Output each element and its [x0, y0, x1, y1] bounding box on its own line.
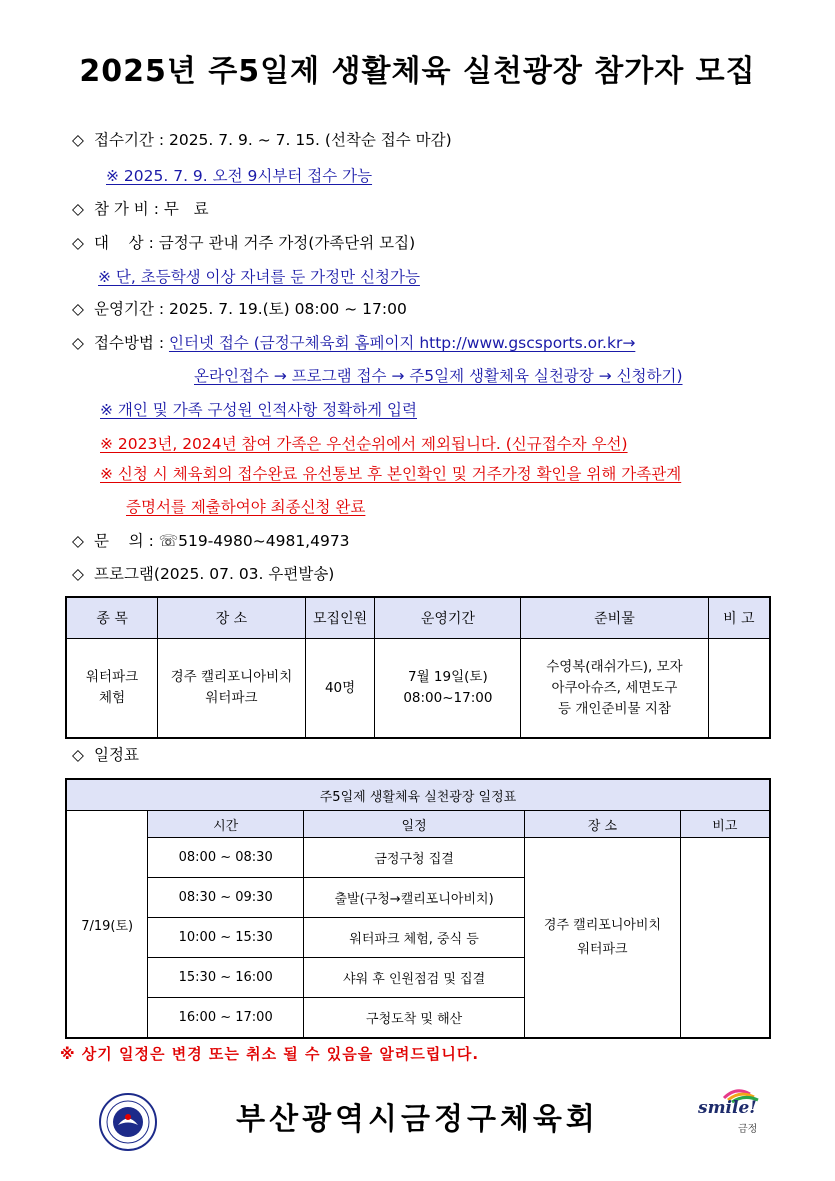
schedule-line — [72, 743, 139, 765]
program-header-cell: 비 고 — [708, 597, 770, 639]
program-header-cell: 모집인원 — [305, 597, 375, 639]
schedule-time-cell: 16:00 ~ 17:00 — [148, 998, 304, 1039]
program-table — [65, 596, 771, 739]
schedule-item-cell: 출발(구청→캘리포니아비치) — [303, 878, 524, 918]
method-label: 접수방법 : — [94, 334, 169, 352]
table-row — [66, 838, 770, 878]
schedule-item-cell: 워터파크 체험, 중식 등 — [303, 918, 524, 958]
smile-logo-sub: 금정 — [738, 1124, 758, 1135]
program-remark-cell — [708, 639, 770, 739]
schedule-item-cell: 금정구청 집결 — [303, 838, 524, 878]
reception-note: ※ 2025. 7. 9. 오전 9시부터 접수 가능 — [106, 167, 373, 185]
verify-note-2: 증명서를 제출하여야 최종신청 완료 — [126, 498, 366, 516]
contact-label: 문 의 : — [94, 532, 159, 550]
diamond-bullet-icon: ◇ — [72, 300, 84, 318]
diamond-bullet-icon: ◇ — [72, 131, 84, 149]
method-link-1[interactable]: 인터넷 접수 (금정구체육회 홈페이지 http://www.gscsports.or.kr→ — [168, 334, 636, 352]
contact-line — [72, 529, 350, 551]
period-value: 2025. 7. 19.(토) 08:00 ~ 17:00 — [168, 300, 407, 318]
reception-label: 접수기간 : — [94, 131, 169, 149]
fee-value: 무 료 — [163, 200, 209, 218]
schedule-header-cell: 비고 — [680, 811, 770, 838]
fee-label: 참 가 비 : — [94, 200, 164, 218]
reception-line — [72, 128, 452, 150]
program-event-cell — [66, 639, 158, 739]
program-place-line: 경주 캘리포니아비치 — [170, 669, 293, 685]
schedule-place-line: 경주 캘리포니아비치 — [543, 917, 662, 933]
page-title: 2025년 주5일제 생활체육 실천광장 참가자 모집 — [79, 54, 756, 89]
target-value: 금정구 관내 거주 가정(가족단위 모집) — [158, 234, 416, 252]
program-header-cell: 종 목 — [66, 597, 158, 639]
program-label: 프로그램(2025. 07. 03. 우편발송) — [94, 565, 335, 583]
period-label: 운영기간 : — [94, 300, 169, 318]
program-place-line: 워터파크 — [205, 690, 258, 706]
schedule-date-cell: 7/19(토) — [66, 811, 148, 1039]
program-date-line: 7월 19일(토) — [408, 669, 488, 685]
contact-value: ☏519-4980~4981,4973 — [158, 532, 350, 550]
target-line — [72, 231, 415, 253]
verify-note-1: ※ 신청 시 체육회의 접수완료 유선통보 후 본인확인 및 거주가정 확인을 위해 가족관계 — [100, 465, 682, 483]
fee-line — [72, 197, 209, 219]
diamond-bullet-icon: ◇ — [72, 200, 84, 218]
schedule-time-cell: 08:00 ~ 08:30 — [148, 838, 304, 878]
program-count-cell: 40명 — [305, 639, 375, 739]
schedule-time-cell: 15:30 ~ 16:00 — [148, 958, 304, 998]
schedule-item-cell: 구청도착 및 해산 — [303, 998, 524, 1039]
method-link-2[interactable]: 온라인접수 → 프로그램 접수 → 주5일제 생활체육 실천광장 → 신청하기) — [194, 367, 683, 385]
table-row — [66, 639, 770, 739]
program-event-line: 워터파크 — [86, 669, 139, 685]
schedule-time-cell: 10:00 ~ 15:30 — [148, 918, 304, 958]
program-place-cell — [158, 639, 305, 739]
program-prep-line: 아쿠아슈즈, 세면도구 — [551, 679, 678, 696]
schedule-header-cell: 시간 — [148, 811, 304, 838]
program-date-cell — [375, 639, 521, 739]
program-event-line: 체험 — [99, 690, 126, 706]
program-prep-cell — [521, 639, 708, 739]
org-name: 부산광역시금정구체육회 — [236, 1102, 599, 1137]
schedule-label: 일정표 — [94, 746, 139, 764]
diamond-bullet-icon: ◇ — [72, 746, 84, 764]
diamond-bullet-icon: ◇ — [72, 565, 84, 583]
target-label: 대 상 : — [94, 234, 159, 252]
target-note: ※ 단, 초등학생 이상 자녀를 둔 가정만 신청가능 — [98, 268, 420, 286]
program-header-cell: 장 소 — [158, 597, 305, 639]
schedule-place-line: 워터파크 — [577, 941, 628, 957]
period-line — [72, 297, 407, 319]
program-prep-line: 등 개인준비물 지참 — [557, 700, 671, 717]
schedule-time-cell: 08:30 ~ 09:30 — [148, 878, 304, 918]
schedule-header-row — [66, 811, 770, 838]
schedule-header-cell: 장 소 — [525, 811, 680, 838]
smile-geumjeong-logo-icon — [694, 1084, 774, 1134]
schedule-caption: 주5일제 생활체육 실천광장 일정표 — [66, 779, 770, 811]
diamond-bullet-icon: ◇ — [72, 532, 84, 550]
schedule-place-cell — [525, 838, 680, 1039]
reception-value: 2025. 7. 9. ~ 7. 15. (선착순 접수 마감) — [168, 131, 452, 149]
schedule-item-cell: 샤워 후 인원점검 및 집결 — [303, 958, 524, 998]
priority-note: ※ 2023년, 2024년 참여 가족은 우선순위에서 제외됩니다. (신규접수자 우선) — [100, 435, 628, 453]
program-line — [72, 562, 334, 584]
change-notice: ※ 상기 일정은 변경 또는 취소 될 수 있음을 알려드립니다. — [60, 1045, 480, 1063]
program-header-cell: 준비물 — [521, 597, 708, 639]
schedule-table — [65, 778, 771, 1039]
schedule-caption-row — [66, 779, 770, 811]
method-note: ※ 개인 및 가족 구성원 인적사항 정확하게 입력 — [100, 401, 417, 419]
schedule-header-cell: 일정 — [303, 811, 524, 838]
method-line — [72, 331, 635, 353]
diamond-bullet-icon: ◇ — [72, 234, 84, 252]
program-header-cell: 운영기간 — [375, 597, 521, 639]
program-date-line: 08:00~17:00 — [403, 690, 493, 706]
smile-logo-text: smile! — [698, 1098, 757, 1118]
diamond-bullet-icon: ◇ — [72, 334, 84, 352]
program-prep-line: 수영복(래쉬가드), 모자 — [546, 658, 683, 675]
program-header-row — [66, 597, 770, 639]
schedule-remark-cell — [680, 838, 770, 1039]
